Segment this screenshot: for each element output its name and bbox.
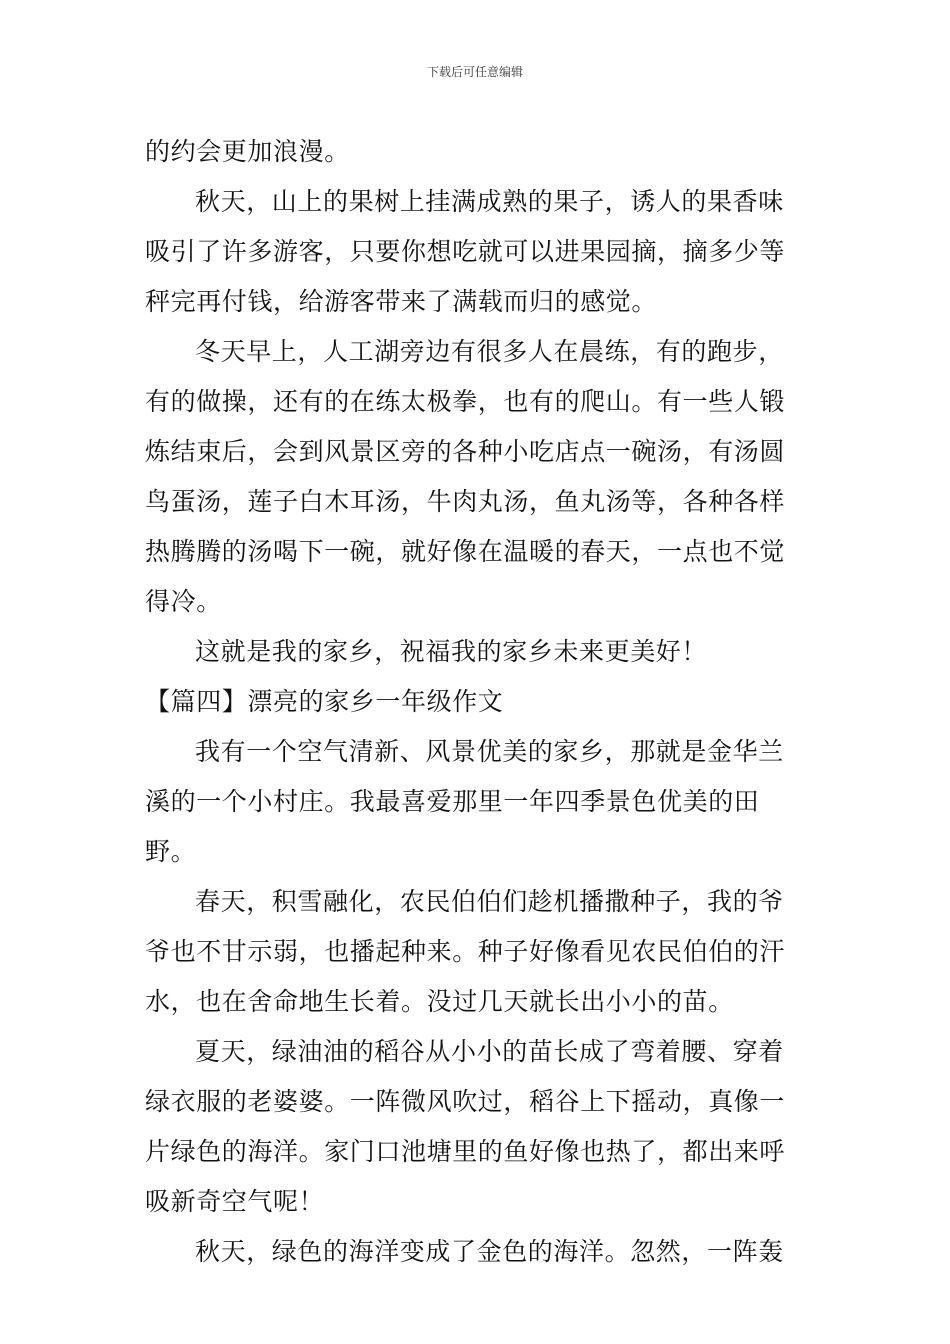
paragraph-line: 秤完再付钱，给游客带来了满载而归的感觉。 xyxy=(145,287,658,316)
paragraph-line: 片绿色的海洋。家门口池塘里的鱼好像也热了，都出来呼 xyxy=(145,1137,786,1166)
paragraph-line: 这就是我的家乡，祝福我的家乡未来更美好！ xyxy=(195,637,708,666)
paragraph-line: 夏天，绿油油的稻谷从小小的苗长成了弯着腰、穿着 xyxy=(195,1037,784,1066)
paragraph-line: 热腾腾的汤喝下一碗，就好像在温暖的春天，一点也不觉 xyxy=(145,537,786,566)
paragraph-line: 绿衣服的老婆婆。一阵微风吹过，稻谷上下摇动，真像一 xyxy=(145,1087,786,1116)
paragraph-line: 得冷。 xyxy=(145,587,222,616)
paragraph-line: 我有一个空气清新、风景优美的家乡，那就是金华兰 xyxy=(195,737,784,766)
page-header: 下载后可任意编辑 xyxy=(426,65,523,79)
paragraph-line: 溪的一个小村庄。我最喜爱那里一年四季景色优美的田野。 xyxy=(145,787,760,866)
paragraph-line: 春天，积雪融化，农民伯伯们趁机播撒种子，我的爷 xyxy=(195,887,784,916)
paragraph-line: 吸引了许多游客，只要你想吃就可以进果园摘，摘多少等 xyxy=(145,237,786,266)
paragraph-line: 吸新奇空气呢！ xyxy=(145,1187,325,1216)
paragraph-line: 爷也不甘示弱，也播起种来。种子好像看见农民伯伯的汗 xyxy=(145,937,786,966)
paragraph-line: 冬天早上，人工湖旁边有很多人在晨练，有的跑步， xyxy=(195,337,784,366)
paragraph-line: 有的做操，还有的在练太极拳，也有的爬山。有一些人锻 xyxy=(145,387,786,416)
paragraph-line: 鸟蛋汤，莲子白木耳汤，牛肉丸汤，鱼丸汤等，各种各样 xyxy=(145,487,786,516)
paragraph-line: 秋天，山上的果树上挂满成熟的果子，诱人的果香味 xyxy=(195,187,784,216)
paragraph-line: 水，也在舍命地生长着。没过几天就长出小小的苗。 xyxy=(145,987,734,1016)
paragraph-line: 炼结束后，会到风景区旁的各种小吃店点一碗汤，有汤圆 xyxy=(145,437,786,466)
paragraph-line: 秋天，绿色的海洋变成了金色的海洋。忽然，一阵轰 xyxy=(195,1237,784,1266)
document-body xyxy=(145,127,810,1277)
paragraph-line: 的约会更加浪漫。 xyxy=(145,137,350,166)
section-heading: 【篇四】漂亮的家乡一年级作文 xyxy=(145,687,504,716)
